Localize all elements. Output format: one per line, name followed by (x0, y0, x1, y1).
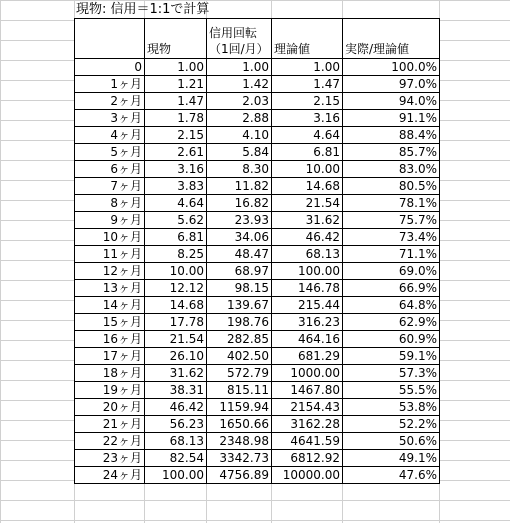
header-genbutsu-text: 現物 (147, 42, 172, 56)
row-label-cell[interactable]: 24ヶ月 (75, 467, 145, 484)
row-label-cell[interactable]: 19ヶ月 (75, 382, 145, 399)
row-label-cell[interactable]: 23ヶ月 (75, 450, 145, 467)
table-row (75, 246, 440, 263)
shinyo-cell[interactable]: 48.47 (207, 246, 272, 263)
riron-cell[interactable]: 10.00 (272, 161, 343, 178)
row-label-cell[interactable]: 17ヶ月 (75, 348, 145, 365)
riron-cell[interactable]: 1000.00 (272, 365, 343, 382)
shinyo-cell[interactable]: 4756.89 (207, 467, 272, 484)
header-shinyo-cell[interactable] (207, 19, 272, 59)
riron-cell[interactable]: 2.15 (272, 93, 343, 110)
header-riron-text: 理論値 (274, 42, 311, 56)
ratio-cell[interactable]: 66.9% (343, 280, 440, 297)
row-label-cell[interactable]: 1ヶ月 (75, 76, 145, 93)
ratio-cell[interactable]: 59.1% (343, 348, 440, 365)
shinyo-cell[interactable]: 1.00 (207, 59, 272, 76)
genbutsu-cell[interactable]: 5.62 (145, 212, 207, 229)
row-label-cell[interactable]: 10ヶ月 (75, 229, 145, 246)
table-row (75, 450, 440, 467)
row-label-cell[interactable]: 0 (75, 59, 145, 76)
shinyo-cell[interactable]: 68.97 (207, 263, 272, 280)
genbutsu-cell[interactable]: 21.54 (145, 331, 207, 348)
shinyo-cell[interactable]: 139.67 (207, 297, 272, 314)
table-row (75, 399, 440, 416)
riron-cell[interactable]: 4.64 (272, 127, 343, 144)
shinyo-cell[interactable]: 23.93 (207, 212, 272, 229)
row-label-cell[interactable]: 5ヶ月 (75, 144, 145, 161)
shinyo-cell[interactable]: 198.76 (207, 314, 272, 331)
genbutsu-cell[interactable]: 14.68 (145, 297, 207, 314)
ratio-cell[interactable]: 47.6% (343, 467, 440, 484)
table-row (75, 433, 440, 450)
table-row (75, 297, 440, 314)
shinyo-cell[interactable]: 4.10 (207, 127, 272, 144)
genbutsu-cell[interactable]: 1.21 (145, 76, 207, 93)
shinyo-cell[interactable]: 34.06 (207, 229, 272, 246)
genbutsu-cell[interactable]: 12.12 (145, 280, 207, 297)
table-row (75, 365, 440, 382)
riron-cell[interactable]: 681.29 (272, 348, 343, 365)
genbutsu-cell[interactable]: 1.00 (145, 59, 207, 76)
header-genbutsu-cell[interactable] (145, 19, 207, 59)
table-row (75, 144, 440, 161)
table-row (75, 59, 440, 76)
ratio-cell[interactable]: 78.1% (343, 195, 440, 212)
shinyo-cell[interactable]: 1.42 (207, 76, 272, 93)
ratio-cell[interactable]: 57.3% (343, 365, 440, 382)
genbutsu-cell[interactable]: 8.25 (145, 246, 207, 263)
table-row (75, 382, 440, 399)
shinyo-cell[interactable]: 1159.94 (207, 399, 272, 416)
genbutsu-cell[interactable]: 56.23 (145, 416, 207, 433)
row-label-cell[interactable]: 8ヶ月 (75, 195, 145, 212)
table-row (75, 229, 440, 246)
genbutsu-cell[interactable]: 3.83 (145, 178, 207, 195)
genbutsu-cell[interactable]: 82.54 (145, 450, 207, 467)
ratio-cell[interactable]: 49.1% (343, 450, 440, 467)
ratio-cell[interactable]: 55.5% (343, 382, 440, 399)
table-row (75, 127, 440, 144)
ratio-cell[interactable]: 64.8% (343, 297, 440, 314)
genbutsu-cell[interactable]: 68.13 (145, 433, 207, 450)
riron-cell[interactable]: 2154.43 (272, 399, 343, 416)
ratio-cell[interactable]: 80.5% (343, 178, 440, 195)
riron-cell[interactable]: 6.81 (272, 144, 343, 161)
table-row (75, 110, 440, 127)
ratio-cell[interactable]: 60.9% (343, 331, 440, 348)
table-row (75, 331, 440, 348)
riron-cell[interactable]: 1.00 (272, 59, 343, 76)
row-label-cell[interactable]: 3ヶ月 (75, 110, 145, 127)
genbutsu-cell[interactable]: 10.00 (145, 263, 207, 280)
table-row (75, 93, 440, 110)
ratio-cell[interactable]: 94.0% (343, 93, 440, 110)
genbutsu-cell[interactable]: 46.42 (145, 399, 207, 416)
row-label-cell[interactable]: 2ヶ月 (75, 93, 145, 110)
genbutsu-cell[interactable]: 100.00 (145, 467, 207, 484)
shinyo-cell[interactable]: 815.11 (207, 382, 272, 399)
header-ratio-cell[interactable] (343, 19, 440, 59)
ratio-cell[interactable]: 50.6% (343, 433, 440, 450)
shinyo-cell[interactable]: 402.50 (207, 348, 272, 365)
sheet-title[interactable]: 現物: 信用＝1:1で計算 (76, 2, 210, 17)
row-label-cell[interactable]: 7ヶ月 (75, 178, 145, 195)
header-shinyo-line1: 信用回転 (209, 26, 258, 40)
riron-cell[interactable]: 1.47 (272, 76, 343, 93)
genbutsu-cell[interactable]: 6.81 (145, 229, 207, 246)
table-row (75, 263, 440, 280)
table-row (75, 416, 440, 433)
shinyo-cell[interactable]: 2.03 (207, 93, 272, 110)
riron-cell[interactable]: 68.13 (272, 246, 343, 263)
table-row (75, 467, 440, 484)
row-label-cell[interactable]: 14ヶ月 (75, 297, 145, 314)
header-row (75, 19, 440, 59)
ratio-cell[interactable]: 91.1% (343, 110, 440, 127)
shinyo-cell[interactable]: 16.82 (207, 195, 272, 212)
riron-cell[interactable]: 10000.00 (272, 467, 343, 484)
row-label-cell[interactable]: 18ヶ月 (75, 365, 145, 382)
ratio-cell[interactable]: 85.7% (343, 144, 440, 161)
genbutsu-cell[interactable]: 2.15 (145, 127, 207, 144)
shinyo-cell[interactable]: 98.15 (207, 280, 272, 297)
header-ratio-text: 実際/理論値 (345, 42, 410, 56)
shinyo-cell[interactable]: 8.30 (207, 161, 272, 178)
riron-cell[interactable]: 316.23 (272, 314, 343, 331)
row-label-cell[interactable]: 12ヶ月 (75, 263, 145, 280)
genbutsu-cell[interactable]: 1.78 (145, 110, 207, 127)
row-label-cell[interactable]: 4ヶ月 (75, 127, 145, 144)
table-row (75, 280, 440, 297)
header-riron-cell[interactable] (272, 19, 343, 59)
riron-cell[interactable]: 100.00 (272, 263, 343, 280)
riron-cell[interactable]: 46.42 (272, 229, 343, 246)
genbutsu-cell[interactable]: 38.31 (145, 382, 207, 399)
ratio-cell[interactable]: 88.4% (343, 127, 440, 144)
riron-cell[interactable]: 464.16 (272, 331, 343, 348)
row-label-cell[interactable]: 15ヶ月 (75, 314, 145, 331)
shinyo-cell[interactable]: 572.79 (207, 365, 272, 382)
ratio-cell[interactable]: 71.1% (343, 246, 440, 263)
ratio-cell[interactable]: 75.7% (343, 212, 440, 229)
genbutsu-cell[interactable]: 4.64 (145, 195, 207, 212)
ratio-cell[interactable]: 73.4% (343, 229, 440, 246)
header-shinyo-line2: （1回/月） (209, 42, 269, 56)
row-label-cell[interactable]: 11ヶ月 (75, 246, 145, 263)
genbutsu-cell[interactable]: 26.10 (145, 348, 207, 365)
header-label-cell[interactable] (75, 19, 145, 59)
shinyo-cell[interactable]: 5.84 (207, 144, 272, 161)
row-label-cell[interactable]: 13ヶ月 (75, 280, 145, 297)
riron-cell[interactable]: 6812.92 (272, 450, 343, 467)
row-label-cell[interactable]: 21ヶ月 (75, 416, 145, 433)
genbutsu-cell[interactable]: 17.78 (145, 314, 207, 331)
table-row (75, 76, 440, 93)
table-row (75, 178, 440, 195)
riron-cell[interactable]: 3.16 (272, 110, 343, 127)
table-row (75, 212, 440, 229)
shinyo-cell[interactable]: 2348.98 (207, 433, 272, 450)
riron-cell[interactable]: 215.44 (272, 297, 343, 314)
row-label-cell[interactable]: 20ヶ月 (75, 399, 145, 416)
genbutsu-cell[interactable]: 31.62 (145, 365, 207, 382)
genbutsu-cell[interactable]: 3.16 (145, 161, 207, 178)
table-row (75, 161, 440, 178)
riron-cell[interactable]: 4641.59 (272, 433, 343, 450)
genbutsu-cell[interactable]: 1.47 (145, 93, 207, 110)
ratio-cell[interactable]: 52.2% (343, 416, 440, 433)
ratio-cell[interactable]: 100.0% (343, 59, 440, 76)
riron-cell[interactable]: 146.78 (272, 280, 343, 297)
riron-cell[interactable]: 14.68 (272, 178, 343, 195)
table-row (75, 195, 440, 212)
ratio-cell[interactable]: 83.0% (343, 161, 440, 178)
row-label-cell[interactable]: 22ヶ月 (75, 433, 145, 450)
shinyo-cell[interactable]: 11.82 (207, 178, 272, 195)
shinyo-cell[interactable]: 2.88 (207, 110, 272, 127)
row-label-cell[interactable]: 9ヶ月 (75, 212, 145, 229)
ratio-cell[interactable]: 53.8% (343, 399, 440, 416)
shinyo-cell[interactable]: 1650.66 (207, 416, 272, 433)
riron-cell[interactable]: 21.54 (272, 195, 343, 212)
shinyo-cell[interactable]: 282.85 (207, 331, 272, 348)
table-row (75, 348, 440, 365)
shinyo-cell[interactable]: 3342.73 (207, 450, 272, 467)
ratio-cell[interactable]: 97.0% (343, 76, 440, 93)
data-table (74, 18, 440, 484)
riron-cell[interactable]: 31.62 (272, 212, 343, 229)
riron-cell[interactable]: 1467.80 (272, 382, 343, 399)
genbutsu-cell[interactable]: 2.61 (145, 144, 207, 161)
ratio-cell[interactable]: 62.9% (343, 314, 440, 331)
table-row (75, 314, 440, 331)
row-label-cell[interactable]: 16ヶ月 (75, 331, 145, 348)
ratio-cell[interactable]: 69.0% (343, 263, 440, 280)
riron-cell[interactable]: 3162.28 (272, 416, 343, 433)
row-label-cell[interactable]: 6ヶ月 (75, 161, 145, 178)
